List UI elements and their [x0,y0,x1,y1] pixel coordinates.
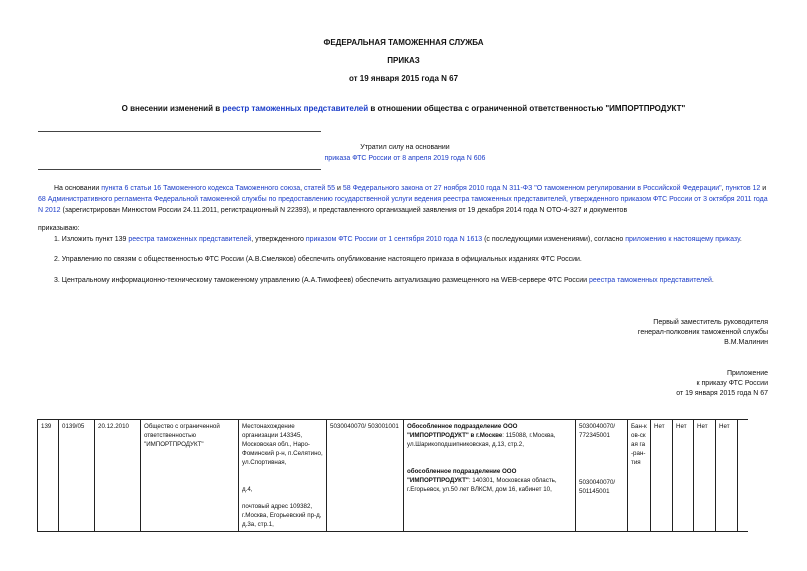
doc-title [0,104,807,113]
status-line: Утратил силу на основании [360,144,450,151]
item1-registry-link[interactable]: реестра таможенных представителей [128,236,252,243]
item-2: 2. Управлению по связям с общественностью ФТС России (А.В.Смеляков) обеспечить опубликование настоящего приказа в официальных изданиях ФТС России. [54,256,582,263]
cell-flag-1: Нет [651,420,673,532]
cell-branches: Обособленное подразделение ООО "ИМПОРТПРОДУКТ" в г.Москве: 115088, г.Москва, ул.Шарикоподшипниковская, д.13, стр.2, обособленное подразделение ООО "ИМПОРТПРОДУКТ": 140301, Московская область, г.Егорьевск, ул.50 лет ВЛКСМ, дом 16, кабинет 10, [404,420,576,532]
cell-date: 20.12.2010 [95,420,141,532]
cell-flag-2: Нет [673,420,694,532]
table-row [38,420,748,532]
order-word: приказываю: [38,225,80,232]
cell-guarantee: Бан-ков-ская га-ран-тия [628,420,651,532]
preamble: На основании пункта 6 статьи 16 Таможенного кодекса Таможенного союза, статей 55 и 58 Федерального закона от 27 ноября 2010 года N 311-ФЗ "О таможенном регулировании в Российской Федерации", пунктов 12 и 68 Административного регламента Федеральной таможенной службы по предоставлению государственной услуги ведения реестра таможенных представителей, утвержденного приказом ФТС России от 3 октября 2011 года N 2012 (зарегистрирован Минюстом России 24.11.2011, регистрационный N 22393), и представленного организацией заявления от 19 декабря 2014 года N ОТО-4-327 и документов [38,185,768,214]
item-1: 1. Изложить пункт 139 реестра таможенных представителей, утвержденного приказом ФТС России от 1 сентября 2010 года N 1613 (с последующими изменениями), согласно приложению к настоящему приказу. [54,236,742,243]
federal-law-link[interactable]: 58 Федерального закона от 27 ноября 2010 года N 311-ФЗ "О таможенном регулировании в Российской Федерации" [342,185,722,192]
cell-flag-3: Нет [694,420,716,532]
cell-reg-number: 0139/05 [59,420,95,532]
cell-location: Местонахождение организации 143345, Московская обл., Наро-Фоминский р-н, п.Селятино, ул.Спортивная, д.4, почтовый адрес 109382, г.Москва, Егорьевский пр-д, д.3а, стр.1, [239,420,327,532]
article-55-link[interactable]: статей 55 [304,185,336,192]
status-order-link[interactable]: приказа ФТС России от 8 апреля 2019 года N 606 [324,155,486,162]
title-suffix: в отношении общества с ограниченной ответственностью "ИМПОРТПРОДУКТ" [368,104,686,113]
signer-name: В.М.Малинин [724,339,768,346]
agency-title: ФЕДЕРАЛЬНАЯ ТАМОЖЕННАЯ СЛУЖБА [323,38,484,47]
status-note [300,142,510,164]
item3-registry-link[interactable]: реестра таможенных представителей [589,277,712,284]
title-registry-link[interactable]: реестр таможенных представителей [222,104,369,113]
separator-line [38,169,321,170]
appendix-label: Приложение [726,370,768,377]
item1-order-link[interactable]: приказом ФТС России от 1 сентября 2010 года N 1613 [305,236,483,243]
appendix-block [500,369,768,399]
separator-line [38,131,321,132]
signer-rank: генерал-полковник таможенной службы [637,329,768,336]
signer-position: Первый заместитель руководителя [653,319,768,326]
appendix-ref: к приказу ФТС России [696,380,768,387]
doc-type: ПРИКАЗ [387,56,420,65]
appendix-date: от 19 января 2015 года N 67 [676,390,768,397]
cell-flag-4: Нет [716,420,738,532]
signature-block [500,318,768,348]
cell-branch-inn: 5030040070/ 772345001 5030040070/ 501145001 [576,420,628,532]
doc-date-number: от 19 января 2015 года N 67 [348,74,459,83]
cell-inn-kpp: 5030040070/ 503001001 [327,420,404,532]
cell-empty [738,420,748,532]
item1-appendix-link[interactable]: приложению к настоящему приказу [625,236,740,243]
clause-12-link[interactable]: пунктов 12 [725,185,761,192]
customs-code-link[interactable]: пункта 6 статьи 16 Таможенного кодекса Таможенного союза [101,185,301,192]
admin-regulation-link[interactable]: 68 Административного регламента Федеральной таможенной службы по предоставлению государственной услуги ведения реестра таможенных представителей, утвержденного приказом ФТС России от 3 октября 2011 года N 2012 [38,196,768,214]
title-prefix: О внесении изменений в [121,104,223,113]
cell-number: 139 [38,420,59,532]
registry-table [37,419,748,532]
item-3: 3. Центральному информационно-техническому таможенному управлению (А.А.Тимофеев) обеспечить актуализацию размещенного на WEB-сервере ФТС России реестра таможенных представителей. [54,277,714,284]
cell-org-name: Общество с ограниченной ответственностью "ИМПОРТПРОДУКТ" [141,420,239,532]
